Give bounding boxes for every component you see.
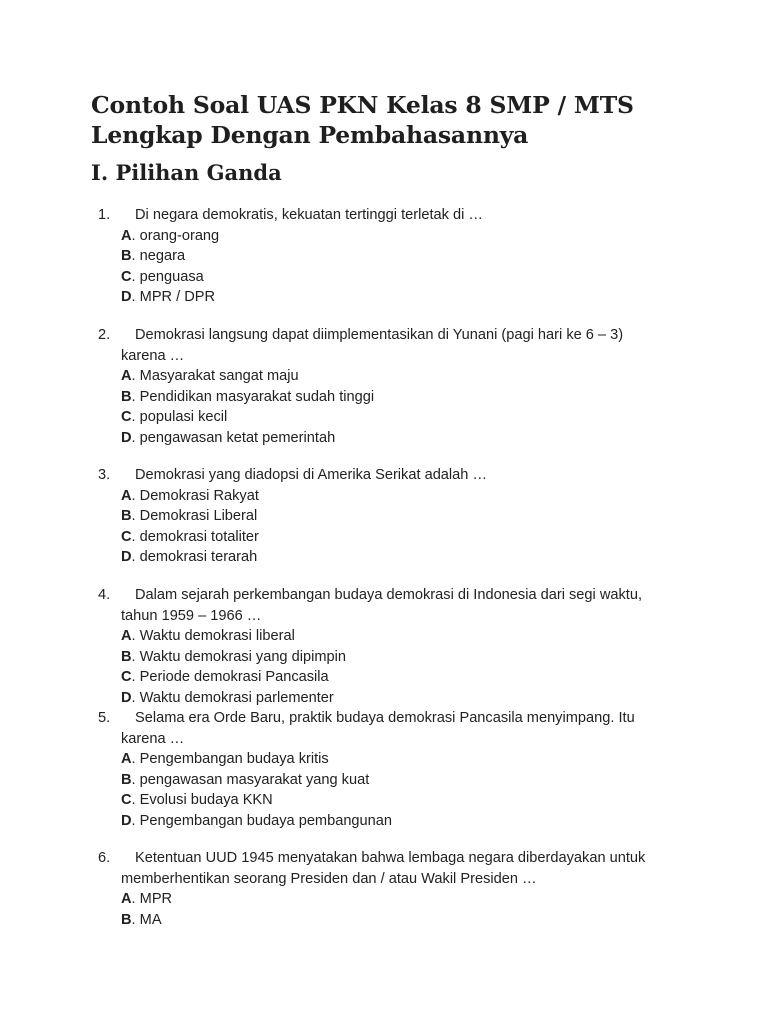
option-letter: A: [121, 751, 132, 767]
option-item: [121, 527, 768, 548]
question-item: [0, 708, 768, 831]
question-item: [0, 585, 768, 708]
option-letter: C: [121, 792, 132, 808]
option-item: [121, 889, 768, 910]
option-list: [121, 626, 768, 708]
option-item: [121, 910, 768, 931]
option-item: [121, 667, 768, 688]
question-text: Demokrasi langsung dapat diimplementasikan di Yunani (pagi hari ke 6 – 3) karena …: [121, 327, 624, 364]
option-letter: A: [121, 368, 132, 384]
option-item: [121, 770, 768, 791]
option-text: . demokrasi terarah: [131, 549, 258, 565]
option-item: [121, 486, 768, 507]
option-letter: D: [121, 429, 132, 446]
question-number: 3.: [98, 467, 111, 483]
question-item: [0, 465, 768, 568]
option-text: . MPR / DPR: [131, 289, 216, 305]
option-text: . Waktu demokrasi yang dipimpin: [131, 648, 346, 665]
option-text: . orang-orang: [131, 227, 220, 244]
option-item: [121, 688, 768, 709]
option-item: [121, 547, 768, 568]
option-letter: A: [121, 227, 132, 244]
option-letter: B: [121, 248, 132, 264]
option-item: [121, 428, 768, 449]
option-item: [121, 790, 768, 811]
option-letter: A: [121, 891, 132, 907]
question-number: 4.: [98, 587, 111, 603]
option-text: . Demokrasi Liberal: [131, 508, 258, 524]
question-text: Ketentuan UUD 1945 menyatakan bahwa lembaga negara diberdayakan untuk memberhentikan seorang Presiden dan / atau Wakil Presiden …: [121, 850, 646, 887]
option-text: . Waktu demokrasi parlementer: [131, 689, 334, 706]
option-text: . demokrasi totaliter: [131, 528, 259, 545]
option-text: . populasi kecil: [131, 409, 228, 425]
option-item: [121, 811, 768, 832]
option-text: . Evolusi budaya KKN: [131, 792, 273, 808]
option-text: . pengawasan ketat pemerintah: [131, 429, 336, 446]
option-item: [121, 506, 768, 527]
question-text: Dalam sejarah perkembangan budaya demokrasi di Indonesia dari segi waktu, tahun 1959 – 1966 …: [121, 587, 643, 624]
document-title: Contoh Soal UAS PKN Kelas 8 SMP / MTS Lengkap Dengan Pembahasannya: [91, 91, 634, 149]
option-letter: D: [121, 689, 132, 706]
option-letter: C: [121, 409, 132, 425]
option-text: . Waktu demokrasi liberal: [131, 628, 295, 644]
question-number: 2.: [98, 327, 111, 343]
question-number: 5.: [98, 710, 111, 726]
question-item: [0, 325, 768, 448]
question-item: [0, 205, 768, 308]
option-letter: B: [121, 388, 132, 405]
option-text: . MPR: [131, 891, 173, 907]
option-item: [121, 287, 768, 308]
option-text: . Masyarakat sangat maju: [131, 368, 299, 384]
option-item: [121, 267, 768, 288]
option-letter: A: [121, 628, 132, 644]
option-letter: B: [121, 911, 132, 928]
option-item: [121, 647, 768, 668]
option-text: . Pendidikan masyarakat sudah tinggi: [131, 388, 375, 405]
option-text: . penguasa: [131, 268, 204, 285]
question-item: [0, 848, 768, 930]
option-item: [121, 246, 768, 267]
option-text: . MA: [131, 911, 162, 928]
option-text: . negara: [131, 248, 186, 264]
option-list: [121, 366, 768, 448]
option-list: [121, 889, 768, 930]
option-letter: B: [121, 771, 132, 788]
section-heading: I. Pilihan Ganda: [91, 160, 282, 185]
question-number: 1.: [98, 207, 111, 223]
option-text: . pengawasan masyarakat yang kuat: [131, 771, 370, 788]
option-text: . Periode demokrasi Pancasila: [131, 669, 329, 685]
option-text: . Pengembangan budaya pembangunan: [131, 812, 393, 829]
option-text: . Pengembangan budaya kritis: [131, 751, 329, 767]
option-letter: B: [121, 508, 132, 524]
question-text: Di negara demokratis, kekuatan tertinggi terletak di …: [135, 207, 483, 223]
option-item: [121, 387, 768, 408]
option-letter: B: [121, 648, 132, 665]
option-letter: C: [121, 669, 132, 685]
option-letter: D: [121, 549, 132, 565]
option-letter: C: [121, 268, 132, 285]
option-letter: A: [121, 487, 132, 504]
option-list: [121, 486, 768, 568]
option-letter: D: [121, 289, 132, 305]
option-list: [121, 749, 768, 831]
option-item: [121, 626, 768, 647]
option-item: [121, 407, 768, 428]
option-letter: C: [121, 528, 132, 545]
question-text: Demokrasi yang diadopsi di Amerika Serikat adalah …: [135, 467, 488, 483]
question-number: 6.: [98, 850, 111, 866]
question-text: Selama era Orde Baru, praktik budaya demokrasi Pancasila menyimpang. Itu karena …: [121, 710, 635, 747]
option-letter: D: [121, 812, 132, 829]
option-text: . Demokrasi Rakyat: [131, 487, 259, 504]
option-list: [121, 226, 768, 308]
option-item: [121, 366, 768, 387]
option-item: [121, 749, 768, 770]
option-item: [121, 226, 768, 247]
